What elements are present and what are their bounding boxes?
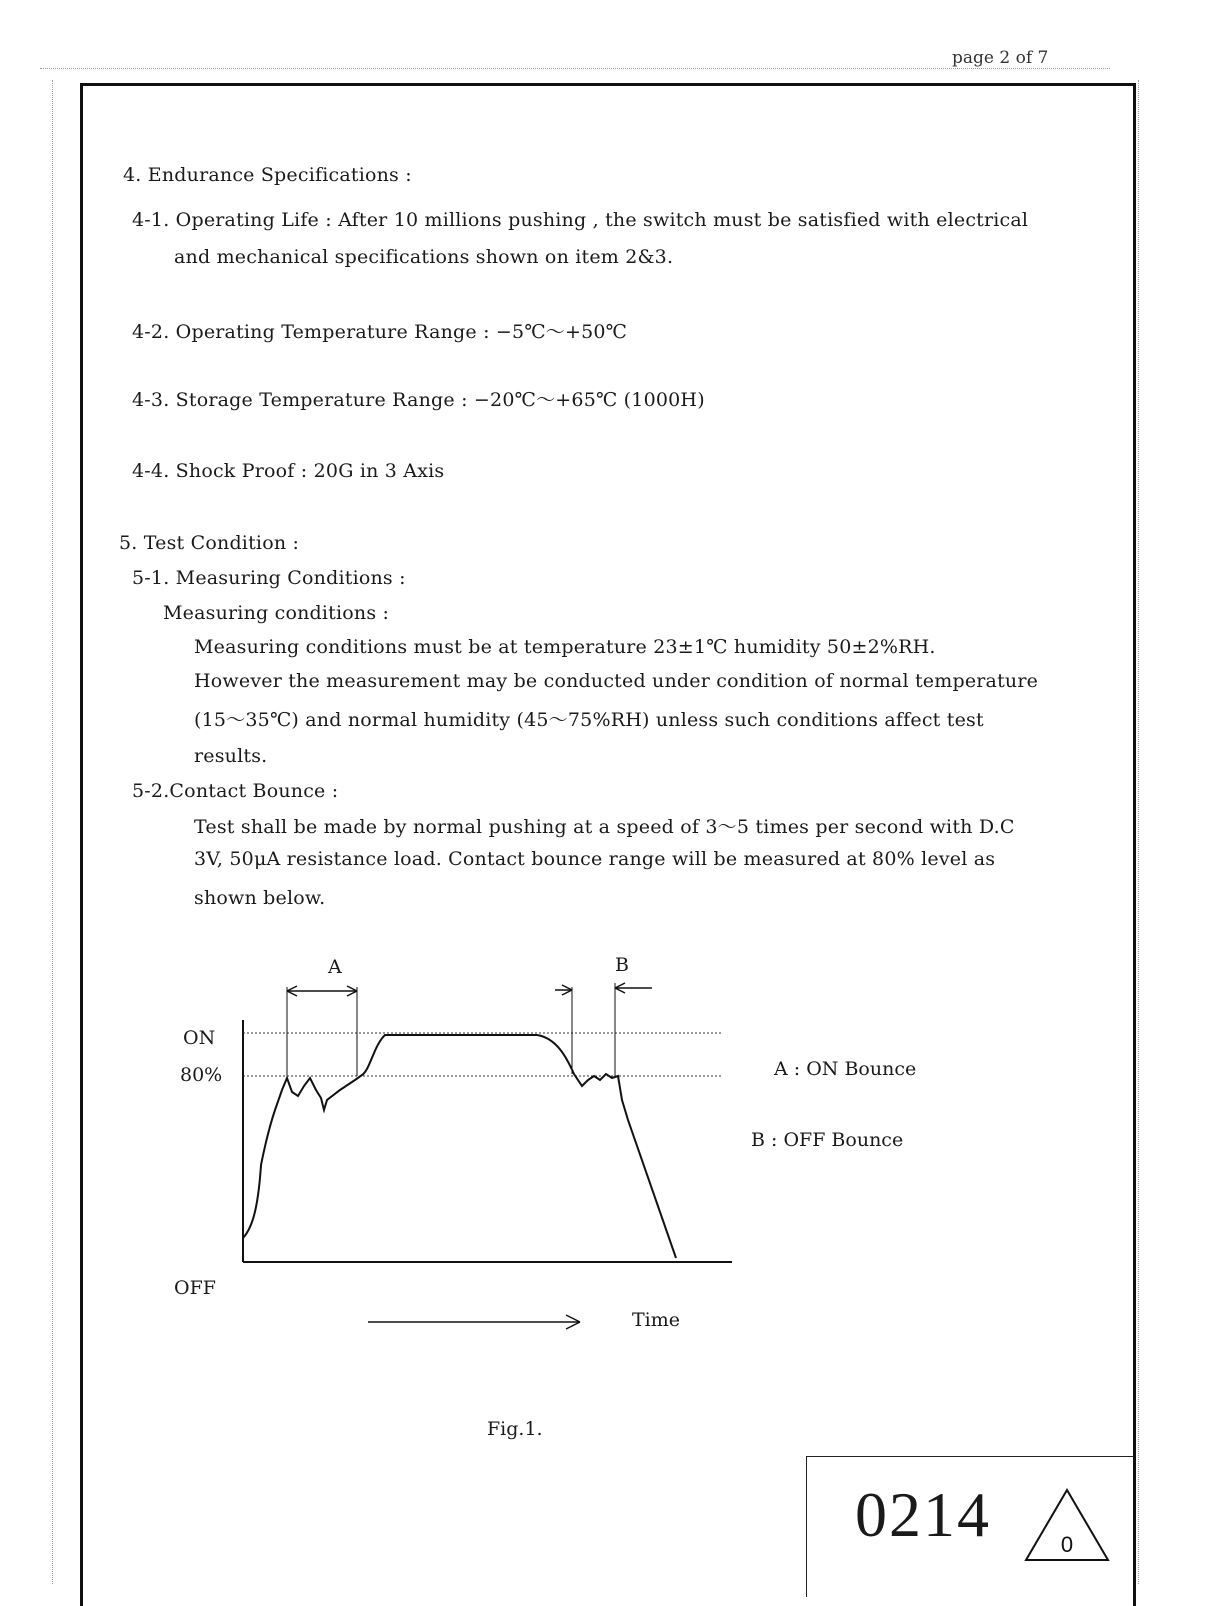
label-a: A (328, 956, 342, 978)
para2-line3: shown below. (194, 887, 326, 909)
item-4-3: 4-3. Storage Temperature Range : −20℃～+65℃ (1000H) (132, 389, 705, 411)
label-b: B (615, 954, 629, 976)
legend-b: B : OFF Bounce (751, 1129, 904, 1151)
para1-line3: (15～35℃) and normal humidity (45～75%RH) unless such conditions affect test (194, 709, 984, 731)
item-4-1-line2: and mechanical specifications shown on item 2&3. (174, 246, 674, 268)
y-label-80: 80% (180, 1064, 223, 1086)
section-4-title: 4. Endurance Specifications : (123, 164, 412, 186)
section-5-title: 5. Test Condition : (119, 532, 300, 554)
page-number: 2 (999, 48, 1011, 68)
revision-triangle-icon (1022, 1486, 1112, 1566)
item-5-1: 5-1. Measuring Conditions : (132, 567, 406, 589)
item-4-2: 4-2. Operating Temperature Range : −5℃～+50℃ (132, 321, 628, 343)
page-total: 7 (1037, 48, 1049, 68)
x-label-time: Time (632, 1309, 681, 1331)
document-number: 0214 (855, 1479, 991, 1550)
para2-line2: 3V, 50μA resistance load. Contact bounce range will be measured at 80% level as (194, 848, 996, 870)
measuring-subtitle: Measuring conditions : (163, 602, 390, 624)
para1-line1: Measuring conditions must be at temperature 23±1℃ humidity 50±2%RH. (194, 636, 936, 658)
item-4-1-line1: 4-1. Operating Life : After 10 millions pushing , the switch must be satisfied with electrical (132, 209, 1029, 231)
bounce-waveform (243, 1035, 676, 1258)
page-label: page (952, 48, 994, 68)
figure-caption: Fig.1. (487, 1418, 543, 1440)
para1-line2: However the measurement may be conducted under condition of normal temperature (194, 670, 1039, 692)
item-4-4: 4-4. Shock Proof : 20G in 3 Axis (132, 460, 445, 482)
item-5-2: 5-2.Contact Bounce : (132, 780, 339, 802)
para1-line4: results. (194, 745, 268, 767)
y-label-off: OFF (174, 1277, 216, 1299)
y-label-on: ON (183, 1027, 216, 1049)
of-label: of (1015, 48, 1033, 68)
revision-number: 0 (1060, 1532, 1074, 1557)
legend-a: A : ON Bounce (774, 1058, 917, 1080)
para2-line1: Test shall be made by normal pushing at a speed of 3～5 times per second with D.C (194, 816, 1015, 838)
